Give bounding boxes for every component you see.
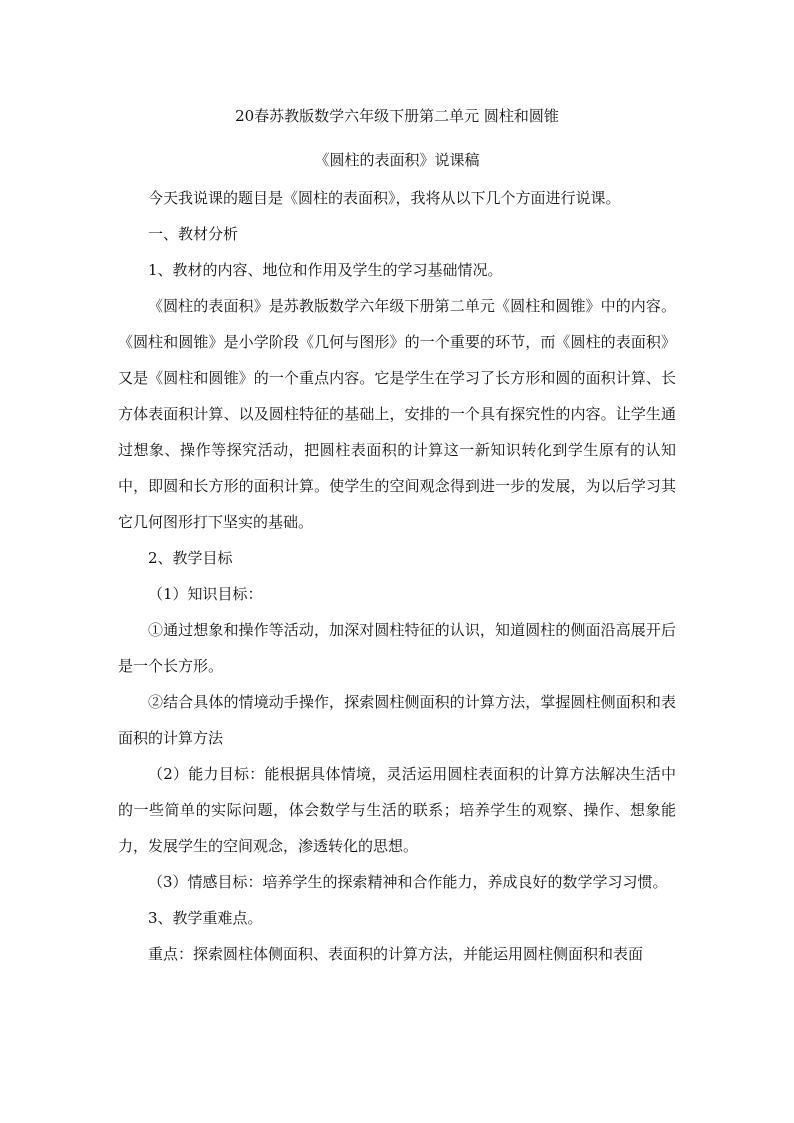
document-subtitle: 《圆柱的表面积》说课稿 [314,151,480,169]
subheading-knowledge-goal: （1）知识目标： [148,585,263,603]
document-title: 20春苏教版数学六年级下册第二单元 圆柱和圆锥 [235,107,559,125]
subheading-content-position: 1、教材的内容、地位和作用及学生的学习基础情况。 [148,261,503,279]
subheading-teaching-goals: 2、教学目标 [148,549,233,567]
paragraph-intro: 今天我说课的题目是《圆柱的表面积》，我将从以下几个方面进行说课。 [148,189,621,207]
paragraph-goal-item-2: ②结合具体的情境动手操作，探索圆柱侧面积的计算方法，掌握圆柱侧面积和表面积的计算方法 [118,693,676,747]
paragraph-key-point: 重点：探索圆柱体侧面积、表面积的计算方法，并能运用圆柱侧面积和表面 [148,945,644,963]
paragraph-emotion-goal: （3）情感目标：培养学生的探索精神和合作能力，养成良好的数学学习习惯。 [148,873,668,891]
paragraph-goal-item-1: ①通过想象和操作等活动，加深对圆柱特征的认识，知道圆柱的侧面沿高展开后是一个长方形。 [118,621,676,675]
section-heading-material-analysis: 一、教材分析 [148,225,239,243]
paragraph-material-description: 《圆柱的表面积》是苏教版数学六年级下册第二单元《圆柱和圆锥》中的内容。《圆柱和圆锥》是小学阶段《几何与图形》的一个重要的环节，而《圆柱的表面积》又是《圆柱和圆锥》的一个重点内容。它是学生在学习了长方形和圆的面积计算、长方体表面积计算、以及圆柱特征的基础上，安排的一个具有探究性的内容。让学生通过想象、操作等探究活动，把圆柱表面积的计算这一新知识转化到学生原有的认知中，即圆和长方形的面积计算。使学生的空间观念得到进一步的发展，为以后学习其它几何图形打下坚实的基础。 [118,297,676,531]
paragraph-ability-goal: （2）能力目标：能根据具体情境，灵活运用圆柱表面积的计算方法解决生活中的一些简单的实际问题，体会数学与生活的联系；培养学生的观察、操作、想象能力，发展学生的空间观念，渗透转化的思想。 [118,765,676,855]
subheading-key-points: 3、教学重难点。 [148,909,263,927]
